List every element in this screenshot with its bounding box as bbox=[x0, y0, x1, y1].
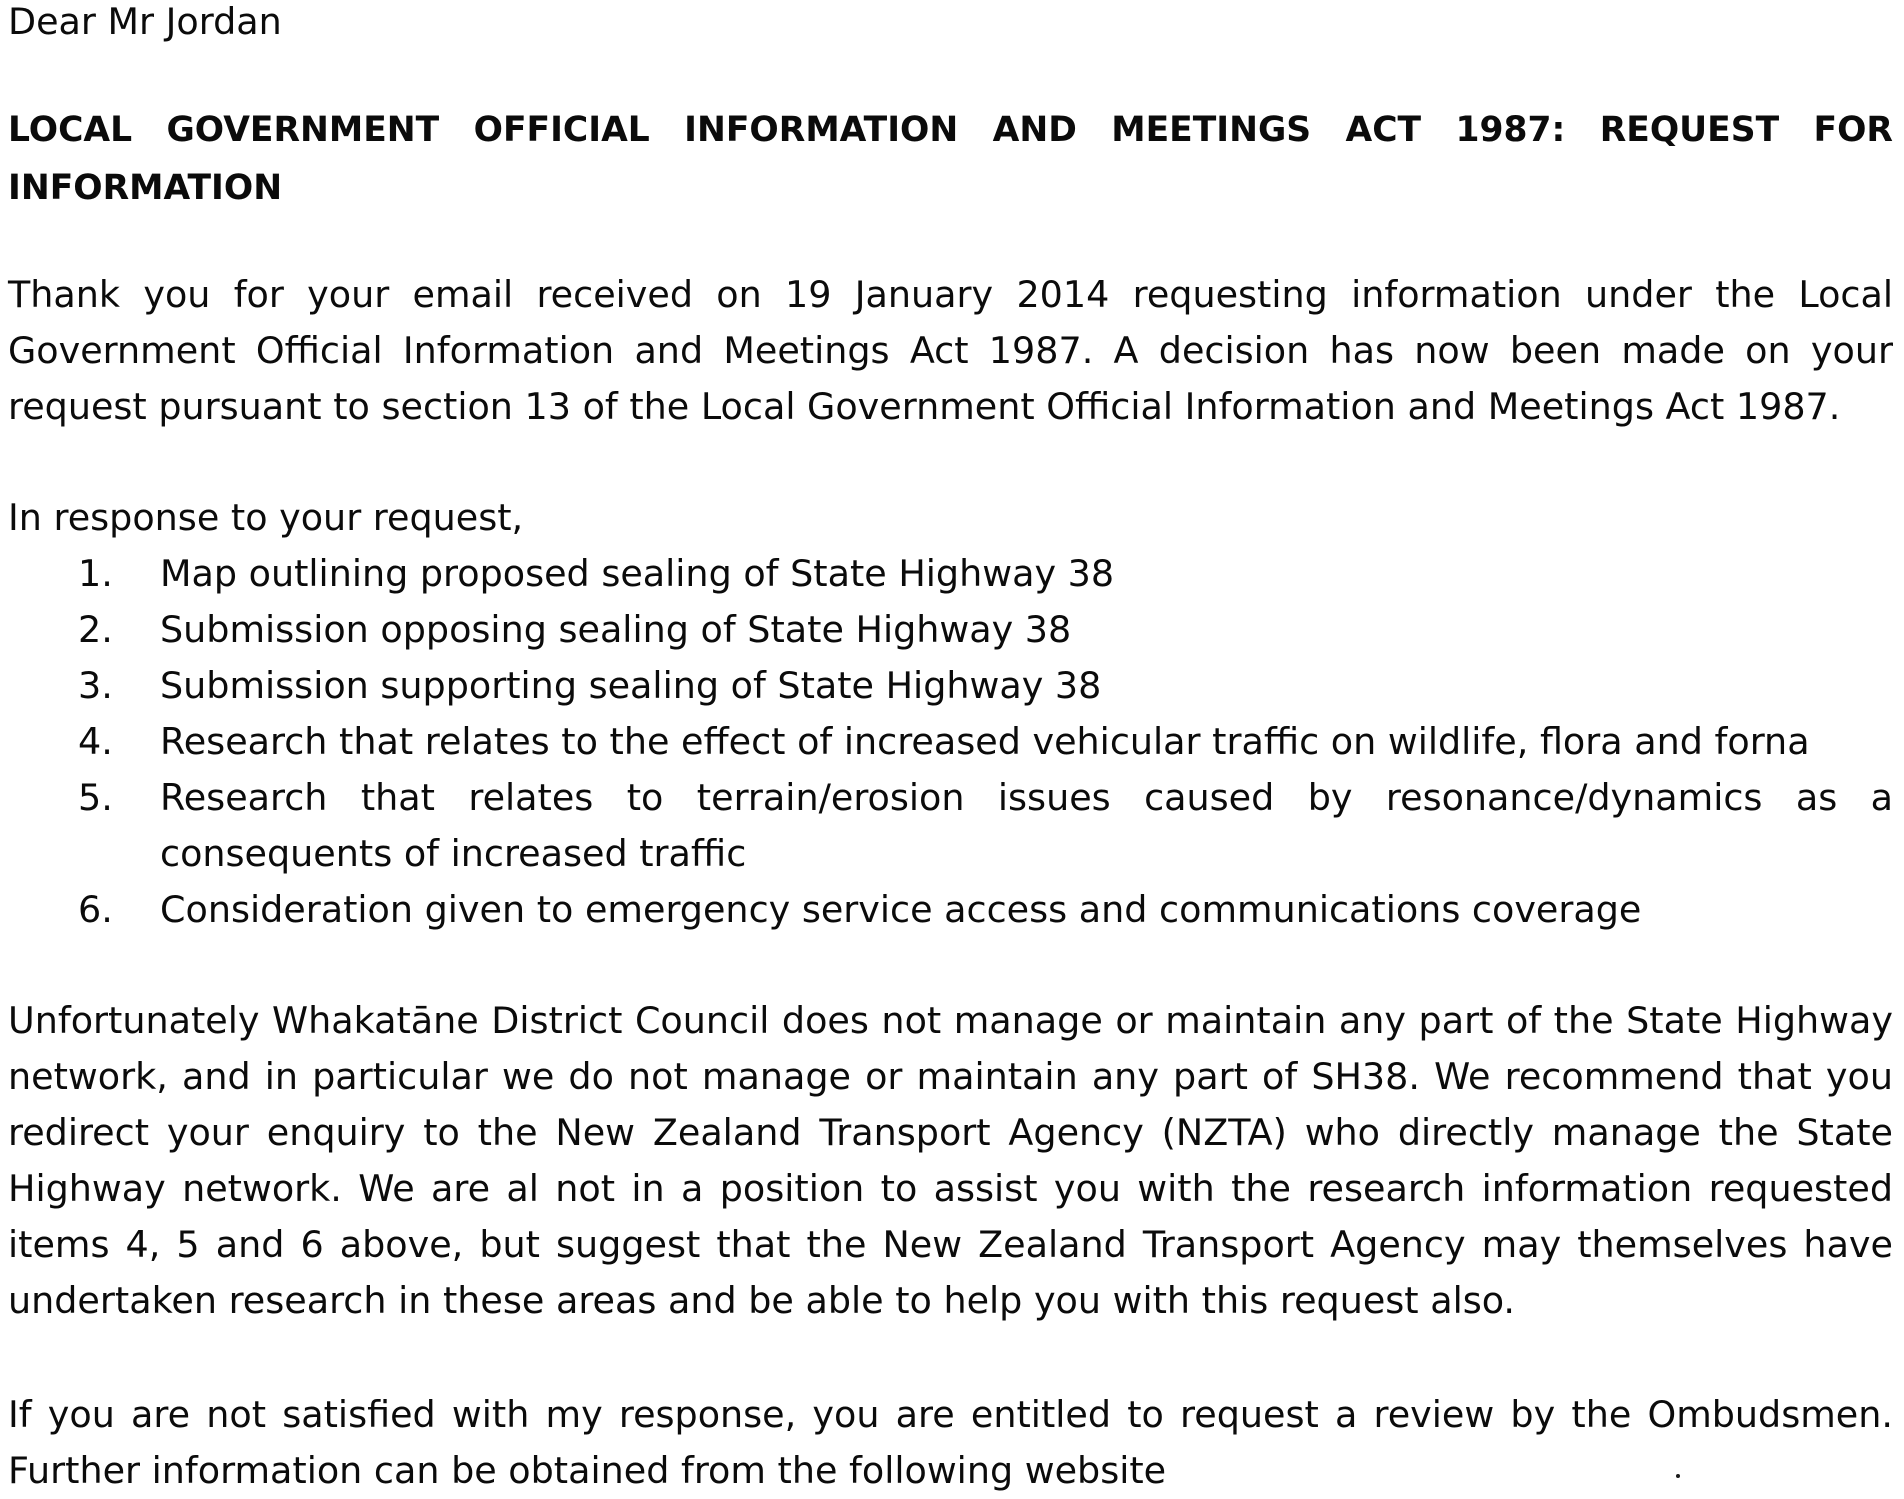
list-item bbox=[8, 546, 1893, 602]
list-item-text: Submission supporting sealing of State Highway 38 bbox=[160, 664, 1102, 707]
list-item bbox=[8, 714, 1893, 770]
list-item-text: Research that relates to the effect of increased vehicular traffic on wildlife, flora and forna bbox=[160, 720, 1810, 763]
list-item-text: Research that relates to terrain/erosion issues caused by resonance/dynamics as a consequents of increased traffic bbox=[160, 776, 1893, 875]
list-item-number: 6. bbox=[78, 888, 113, 931]
list-item-number: 2. bbox=[78, 608, 113, 651]
salutation: Dear Mr Jordan bbox=[8, 0, 282, 43]
list-item-number: 5. bbox=[78, 776, 113, 819]
list-item bbox=[8, 770, 1893, 882]
list-item-text: Map outlining proposed sealing of State Highway 38 bbox=[160, 552, 1115, 595]
paragraph-response-intro: In response to your request, bbox=[8, 496, 524, 539]
letter-heading: LOCAL GOVERNMENT OFFICIAL INFORMATION AND MEETINGS ACT 1987: REQUEST FOR INFORMATION bbox=[8, 110, 1893, 208]
paragraph-nzta-referral: Unfortunately Whakatāne District Council does not manage or maintain any part of the State Highway network, and in particular we do not manage or maintain any part of SH38. We recommend that you redirect your enquiry to the New Zealand Transport Agency (NZTA) who directly manage the State Highway network. We are al not in a position to assist you with the research information requested items 4, 5 and 6 above, but suggest that the New Zealand Transport Agency may themselves have undertaken research in these areas and be able to help you with this request also. bbox=[8, 999, 1893, 1322]
list-item bbox=[8, 658, 1893, 714]
paragraph-ombudsmen-review: If you are not satisfied with my response, you are entitled to request a review by the Ombudsmen. Further information can be obtained from the following website bbox=[8, 1393, 1893, 1492]
list-item-text: Consideration given to emergency service access and communications coverage bbox=[160, 888, 1642, 931]
letter-body bbox=[8, 0, 1893, 1499]
list-item-number: 4. bbox=[78, 720, 113, 763]
list-item-number: 1. bbox=[78, 552, 113, 595]
list-item bbox=[8, 602, 1893, 658]
list-item-number: 3. bbox=[78, 664, 113, 707]
list-item-text: Submission opposing sealing of State Highway 38 bbox=[160, 608, 1072, 651]
redaction-speck bbox=[1676, 1474, 1680, 1478]
paragraph-acknowledgement: Thank you for your email received on 19 January 2014 requesting information under the Local Government Official Information and Meetings Act 1987. A decision has now been made on your request pursuant to section 13 of the Local Government Official Information and Meetings Act 1987. bbox=[8, 273, 1893, 428]
list-item bbox=[8, 882, 1893, 938]
request-items-list bbox=[8, 546, 1893, 938]
